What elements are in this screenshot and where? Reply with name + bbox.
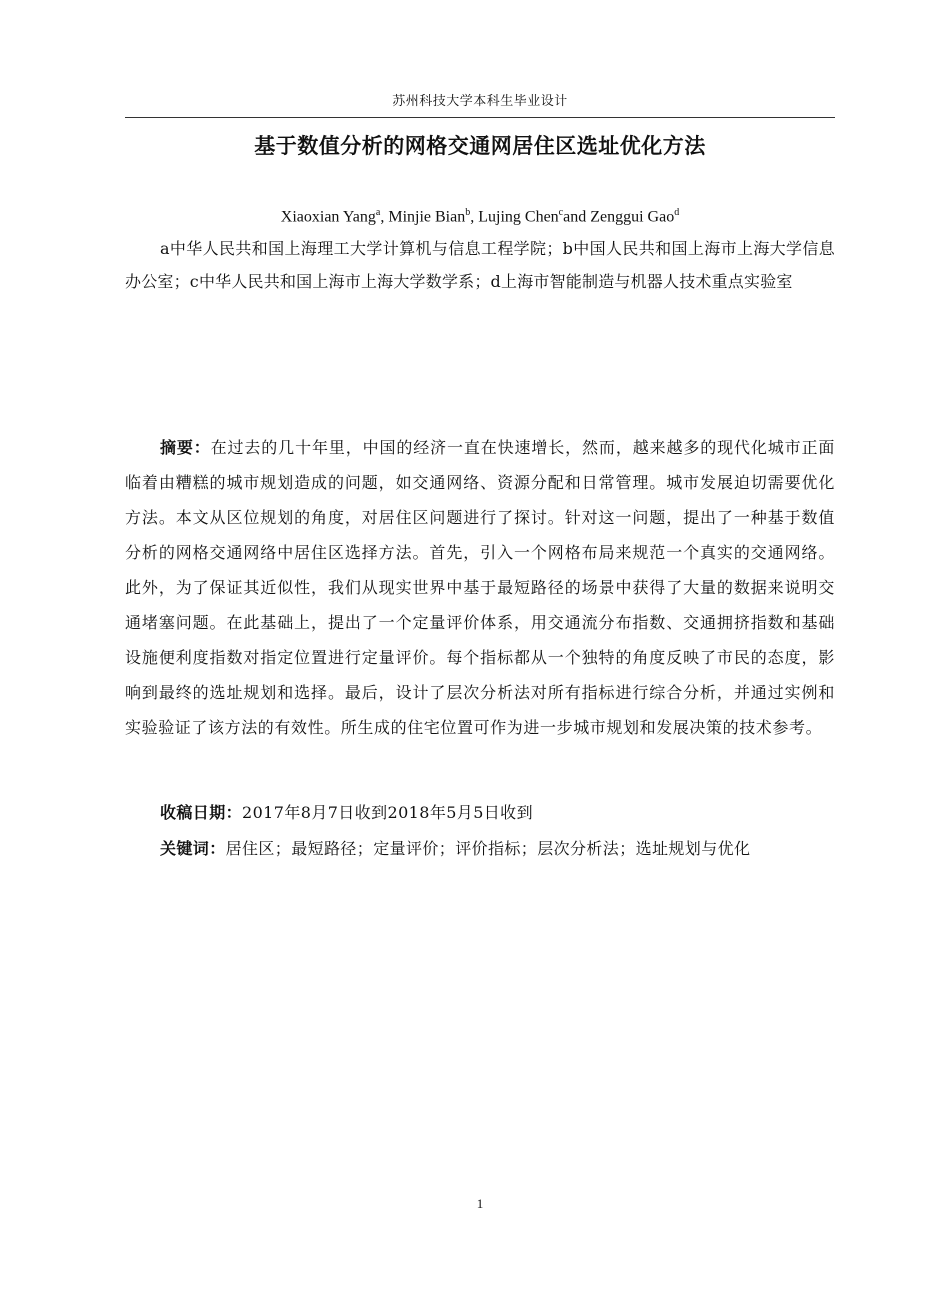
author-affil-mark: a <box>375 207 381 218</box>
running-header: 苏州科技大学本科生毕业设计 <box>392 94 568 109</box>
header-rule <box>125 117 835 118</box>
page-number: 1 <box>476 1196 484 1211</box>
author-name: Zenggui Gao <box>590 208 675 226</box>
author-list: Xiaoxian Yang$^a$, Minjie Bian$^b$, Lujing Chen$^c$and Zenggui Gao$^d$ <box>280 207 680 226</box>
author-name: Lujing Chen <box>478 208 559 226</box>
paper-title: 基于数值分析的网格交通网居住区选址优化方法 <box>254 134 706 158</box>
abstract-label: 摘要： <box>160 438 211 457</box>
received-label: 收稿日期： <box>160 803 243 822</box>
author-name: Minjie Bian <box>388 208 466 226</box>
author-name: Xiaoxian Yang <box>280 208 376 226</box>
keywords-text: 居住区；最短路径；定量评价；评价指标；层次分析法；选址规划与优化 <box>225 839 751 858</box>
author-conjunction: and <box>563 208 591 226</box>
author-affil-mark: d <box>674 207 680 218</box>
keywords-line <box>160 836 840 859</box>
author-affil-mark: c <box>558 207 564 218</box>
keywords-label: 关键词： <box>160 839 226 858</box>
affiliations: a中华人民共和国上海理工大学计算机与信息工程学院；b中国人民共和国上海市上海大学信息办公室；c中华人民共和国上海市上海大学数学系；d上海市智能制造与机器人技术重点实验室 <box>125 239 835 291</box>
received-text: 2017年8月7日收到2018年5月5日收到 <box>242 803 533 822</box>
author-affil-mark: b <box>465 207 471 218</box>
abstract-text: 在过去的几十年里，中国的经济一直在快速增长，然而，越来越多的现代化城市正面临着由糟糕的城市规划造成的问题，如交通网络、资源分配和日常管理。城市发展迫切需要优化方法。本文从区位规划的角度，对居住区问题进行了探讨。针对这一问题，提出了一种基于数值分析的网格交通网络中居住区选择方法。首先，引入一个网格布局来规范一个真实的交通网络。此外，为了保证其近似性，我们从现实世界中基于最短路径的场景中获得了大量的数据来说明交通堵塞问题。在此基础上，提出了一个定量评价体系，用交通流分布指数、交通拥挤指数和基础设施便利度指数对指定位置进行定量评价。每个指标都从一个独特的角度反映了市民的态度，影响到最终的选址规划和选择。最后，设计了层次分析法对所有指标进行综合分析，并通过实例和实验验证了该方法的有效性。所生成的住宅位置可作为进一步城市规划和发展决策的技术参考。 <box>125 438 835 737</box>
received-date-line <box>160 800 840 823</box>
abstract-paragraph <box>125 430 835 745</box>
